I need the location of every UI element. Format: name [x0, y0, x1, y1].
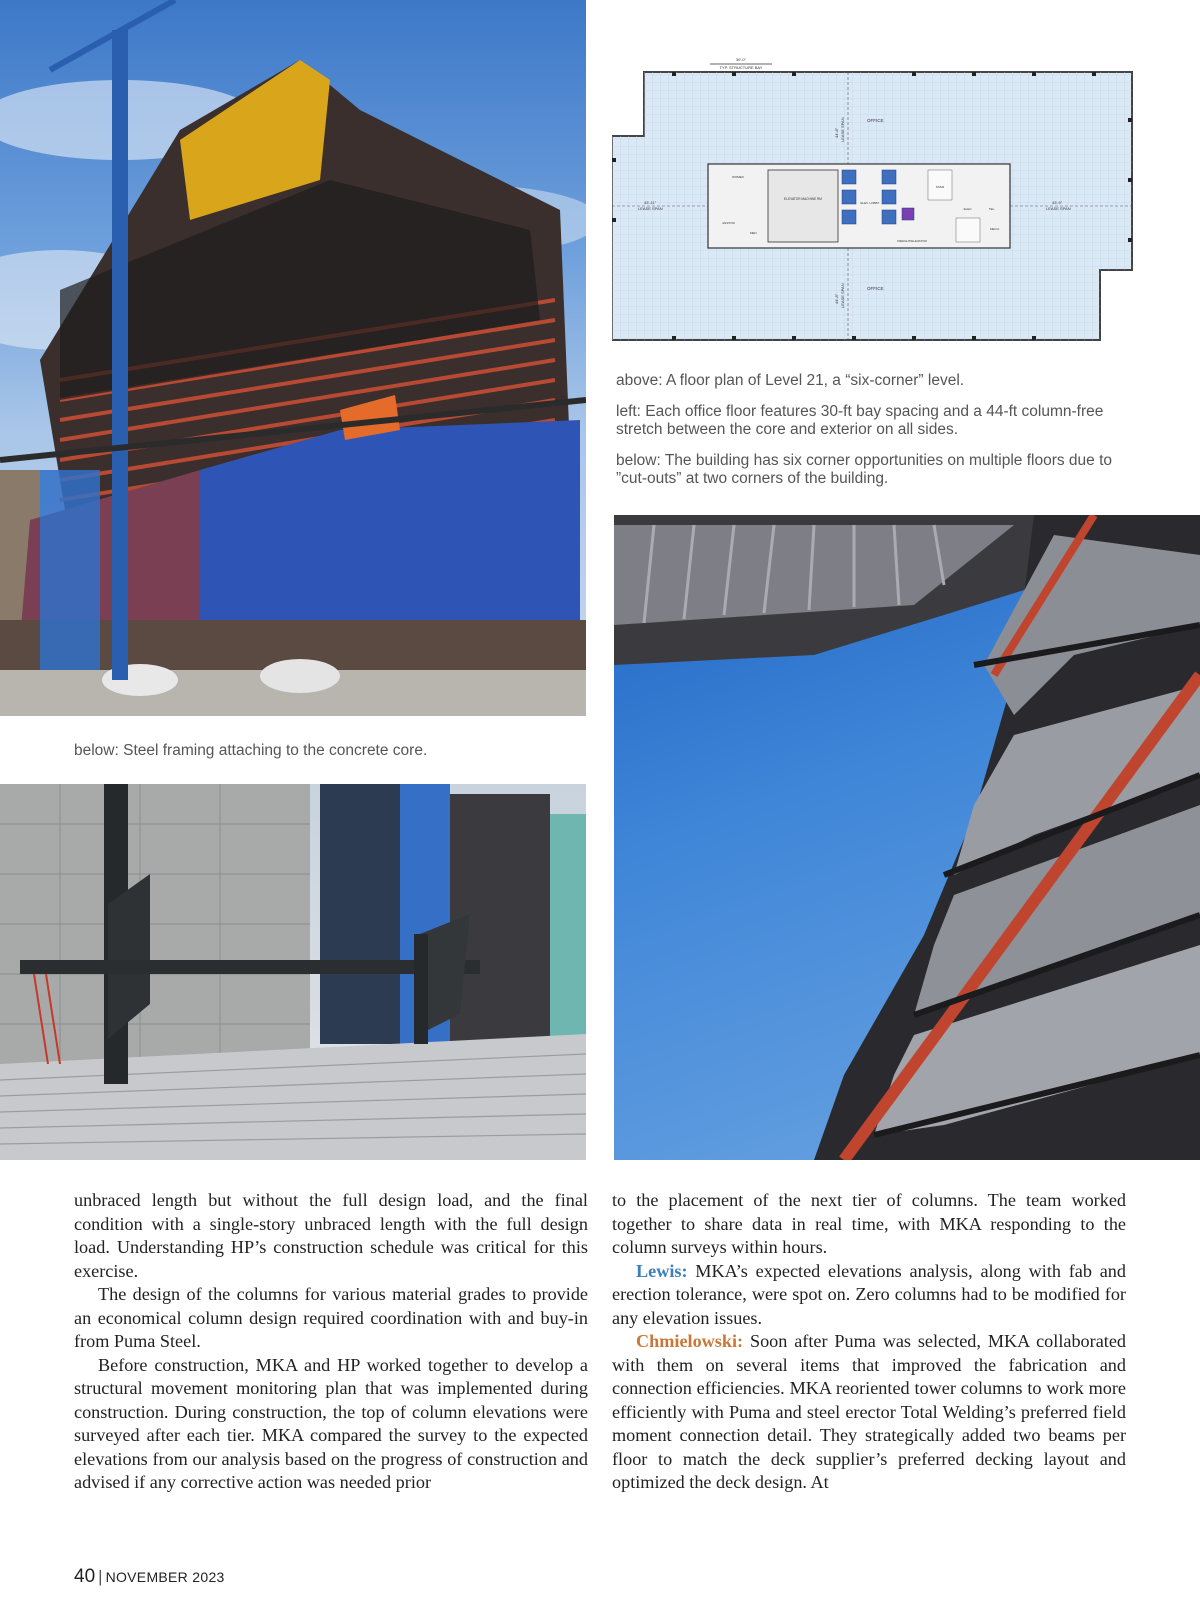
photo-deck-underside: [614, 515, 1200, 1160]
plan-dim-right: 43'-9": [1052, 200, 1063, 205]
caption-floor-plan: above: A floor plan of Level 21, a “six-corner” level.: [616, 372, 965, 389]
speaker-name-lewis: Lewis:: [636, 1260, 688, 1281]
plan-dim-top-v: 44'-8": [834, 127, 839, 138]
footer-separator: |: [98, 1567, 103, 1586]
plan-dim-bottom-v: 44'-8": [834, 293, 839, 304]
plan-core-elevator-machine: ELEVATOR MACHINE RM: [784, 197, 822, 201]
article-paragraph-text: Soon after Puma was selected, MKA collaborated with them on several items that improved the fabrication and connection efficiencies. MKA reoriented tower columns to work more efficiently with Puma and steel erector Total Welding’s preferred field moment connection detail. They strategically added two beams per floor to match the deck supplier’s preferred decking layout and optimized the deck design. At: [612, 1331, 1126, 1492]
floor-plan-level-21: [612, 58, 1136, 346]
plan-dim-left: 43'-11": [644, 200, 657, 205]
plan-core-tel: TEL.: [988, 207, 996, 211]
article-paragraph: The design of the columns for various material grades to provide an economical column design required coordination with and buy-in from Puma Steel.: [74, 1284, 588, 1351]
plan-core-women: WOMEN: [732, 175, 744, 179]
caption-office-floor: left: Each office floor features 30-ft bay spacing and a 44-ft column-free stretch between the core and exterior on all sides.: [616, 403, 1104, 438]
plan-lease-span-right: LEASE SPAN: [1046, 206, 1071, 211]
plan-core-mech: MECH.: [990, 227, 1000, 231]
photo-tower-construction: [0, 0, 586, 716]
article-column-right: [612, 1189, 1126, 1495]
tower-illustration: [0, 0, 586, 716]
plan-label-office-top: OFFICE: [867, 118, 884, 123]
article-column-left: [74, 1189, 588, 1495]
plan-dimension-top: 30'-0": [735, 58, 747, 62]
article-paragraph: unbraced length but without the full design load, and the final condition with a single-story unbraced length with the full design load. Understanding HP’s construction schedule was critical for this exercise.: [74, 1190, 588, 1281]
plan-core-janitor: JANITOR: [722, 221, 735, 225]
caption-steel-framing: below: Steel framing attaching to the concrete core.: [74, 742, 428, 759]
deck-illustration: [614, 515, 1200, 1160]
page-footer: [74, 1566, 225, 1588]
plan-core-stair: STAIR: [935, 185, 945, 189]
plan-dimension-top-sub: TYP. STRUCTURE BAY: [719, 65, 763, 70]
article-paragraph: to the placement of the next tier of columns. The team worked together to share data in real time, with MKA responding to the column surveys within hours.: [612, 1190, 1126, 1257]
plan-lease-span-bottom: LEASE SPAN: [840, 283, 845, 308]
speaker-name-chmielowski: Chmielowski:: [636, 1331, 744, 1351]
article-paragraph-lewis: [612, 1260, 1126, 1331]
plan-lease-span-left: LEASE SPAN: [638, 206, 663, 211]
page-number: 40: [74, 1566, 96, 1587]
article-paragraph-chmielowski: [612, 1330, 1126, 1495]
caption-six-corner: below: The building has six corner opportunities on multiple floors due to ”cut-outs” at two corners of the building.: [616, 452, 1112, 487]
plan-core-elev-lobby: ELEV. LOBBY: [860, 201, 880, 205]
issue-date: NOVEMBER 2023: [105, 1569, 225, 1585]
plan-lease-span-top: LEASE SPAN: [840, 117, 845, 142]
article-paragraph: Before construction, MKA and HP worked together to develop a structural movement monitoring plan that was implemented during construction. During construction, the top of column elevations were surveyed after each tier. MKA compared the survey to the expected elevations from our analysis based on the progress of construction and advised if any corrective action was needed prior: [74, 1354, 588, 1492]
core-illustration: [0, 784, 586, 1160]
photo-concrete-core: [0, 784, 586, 1160]
plan-core-elec: ELEC.: [963, 207, 973, 211]
plan-core-freight: FREIGHT/ELEVATOR: [897, 239, 927, 243]
floor-plan-drawing: [612, 58, 1136, 346]
article-paragraph-text: MKA’s expected elevations analysis, along with fab and erection tolerance, were spot on. Zero columns had to be modified for any elevation issues.: [612, 1260, 1126, 1328]
plan-core-men: MEN: [750, 231, 757, 235]
plan-label-office-bottom: OFFICE: [867, 286, 884, 291]
